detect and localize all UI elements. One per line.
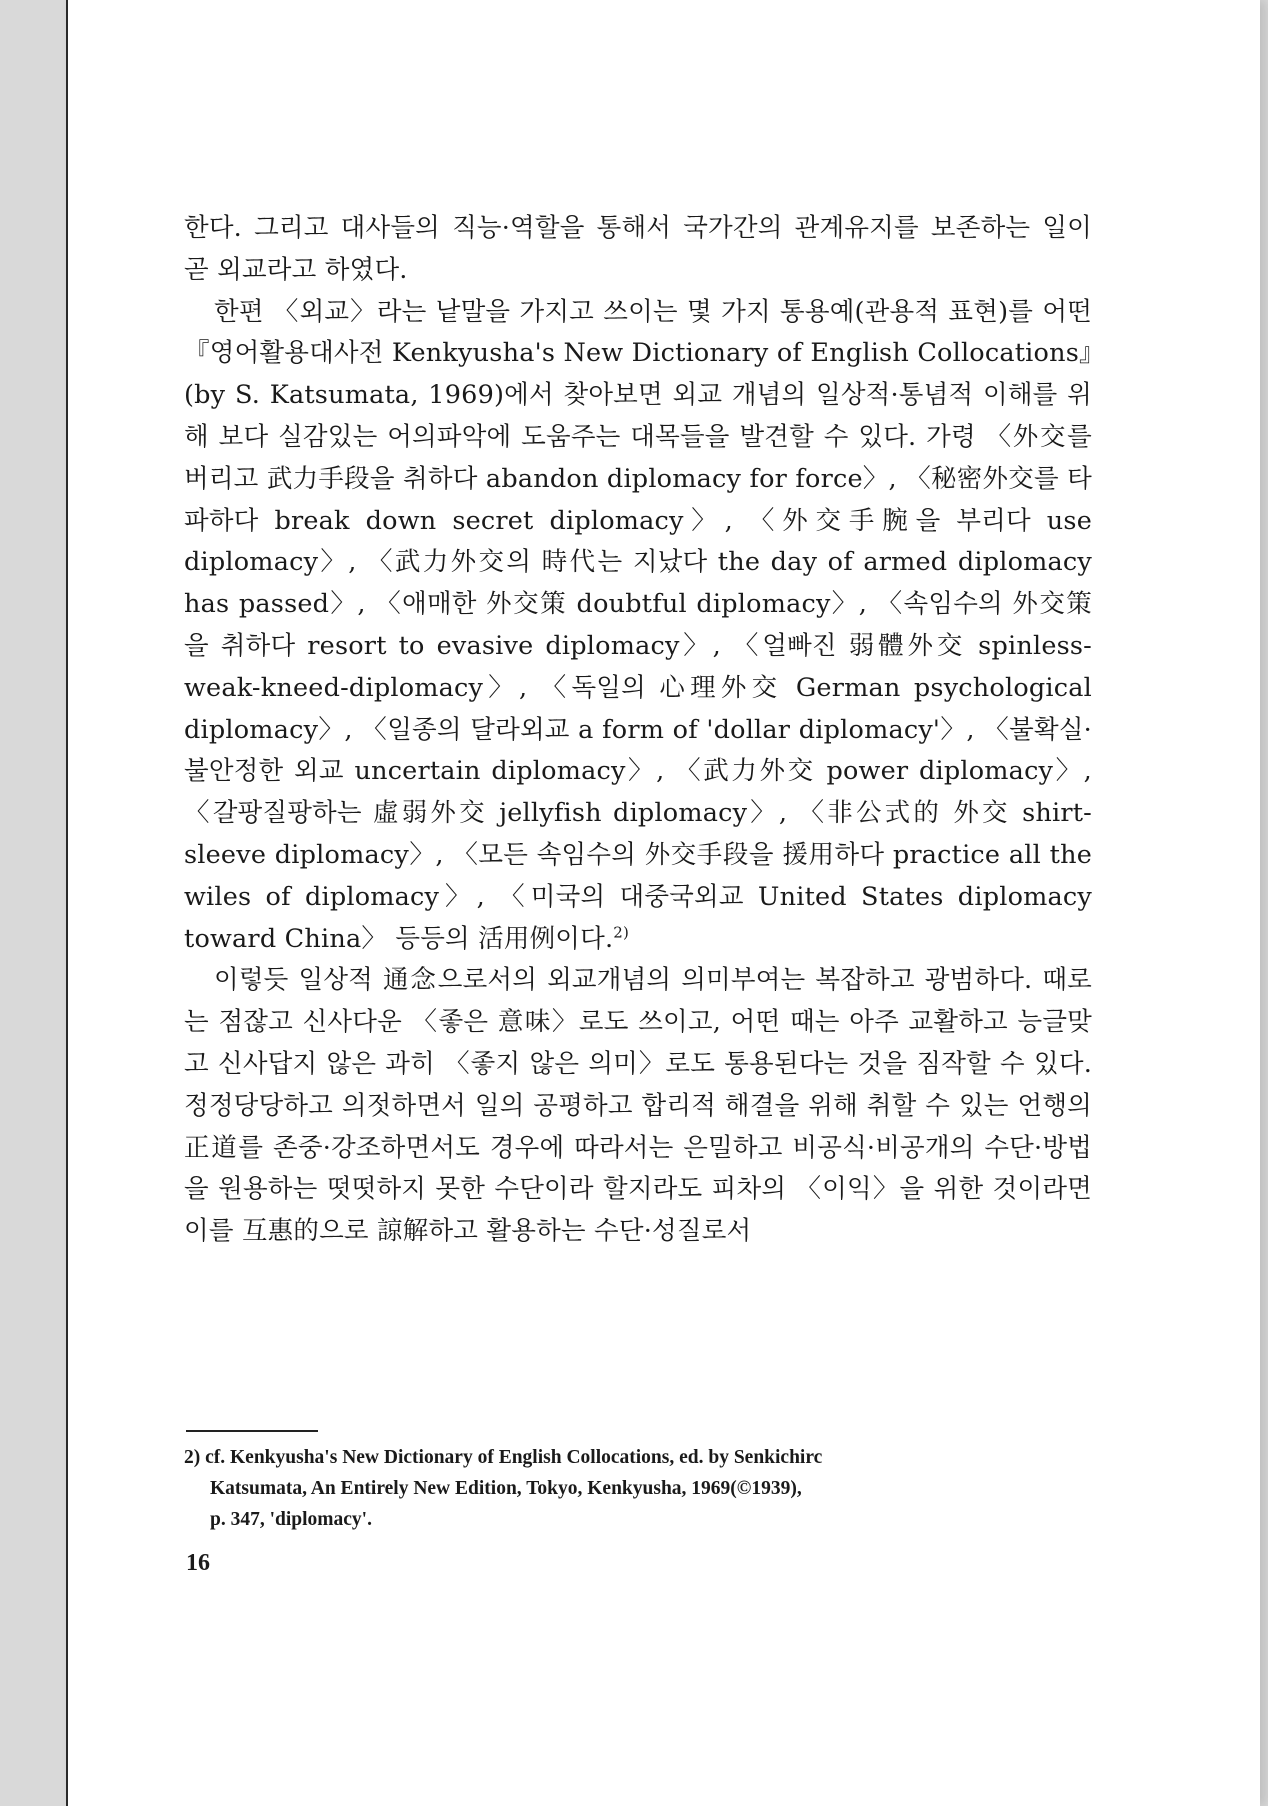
footnote-reference: 2) [613,923,630,942]
paragraph-2 [184,292,1092,961]
paragraph-3: 이렇듯 일상적 通念으로서의 외교개념의 의미부여는 복잡하고 광범하다. 때로는 점잖고 신사다운 〈좋은 意味〉로도 쓰이고, 어떤 때는 아주 교활하고 능글맞고 신사답지 않은 과히 〈좋지 않은 의미〉로도 통용된다는 것을 짐작할 수 있다. 정정당당하고 의젓하면서 일의 공평하고 합리적 해결을 위해 취할 수 있는 언행의 正道를 존중·강조하면서도 경우에 따라서는 은밀하고 비공식·비공개의 수단·방법을 원용하는 떳떳하지 못한 수단이라 할지라도 피차의 〈이익〉을 위한 것이라면 이를 互惠的으로 諒解하고 활용하는 수단·성질로서 [184,965,1092,1247]
paragraph-1: 한다. 그리고 대사들의 직능·역할을 통해서 국가간의 관계유지를 보존하는 일이 곧 외교라고 하였다. [184,213,1092,285]
footnote-separator [186,1430,318,1432]
page-number: 16 [186,1550,210,1576]
footnote [184,1442,1092,1535]
footnote-line-2: Katsumata, An Entirely New Edition, Tokyo, Kenkyusha, 1969(©1939), [210,1478,802,1499]
body-text [184,208,1092,1253]
footnote-line-1: 2) cf. Kenkyusha's New Dictionary of English Collocations, ed. by Senkichirc [184,1447,823,1468]
paragraph-2-text: 한편 〈외교〉라는 낱말을 가지고 쓰이는 몇 가지 통용예(관용적 표현)를 어떤 『영어활용대사전 Kenkyusha's New Dictionary of English Collocations』(by S. Katsumata, 1969)에서 찾아보면 외교 개념의 일상적·통념적 이해를 위해 보다 실감있는 어의파악에 도움주는 대목들을 발견할 수 있다. 가령 〈外交를 버리고 武力手段을 취하다 abandon diplomacy for force〉, 〈秘密外交를 타파하다 break down secret diplomacy〉, 〈外交手腕을 부리다 use diplomacy〉, 〈武力外交의 時代는 지났다 the day of armed diplomacy has passed〉, 〈애매한 外交策 doubtful diplomacy〉, 〈속임수의 外交策을 취하다 resort to evasive diplomacy〉, 〈얼빠진 弱體外交 spinless-weak-kneed-diplomacy〉, 〈독일의 心理外交 German psychological diplomacy〉, 〈일종의 달라외교 a form of 'dollar diplomacy'〉, 〈불확실·불안정한 외교 uncertain diplomacy〉, 〈武力外交 power diplomacy〉, 〈갈팡질팡하는 虛弱外交 jellyfish diplomacy〉, 〈非公式的 外交 shirt-sleeve diplomacy〉, 〈모든 속임수의 外交手段을 援用하다 practice all the wiles of diplomacy〉, 〈미국의 대중국외교 United States diplomacy toward China〉 등등의 活用例이다. [184,296,1092,954]
footnote-line-3: p. 347, 'diplomacy'. [210,1509,372,1530]
